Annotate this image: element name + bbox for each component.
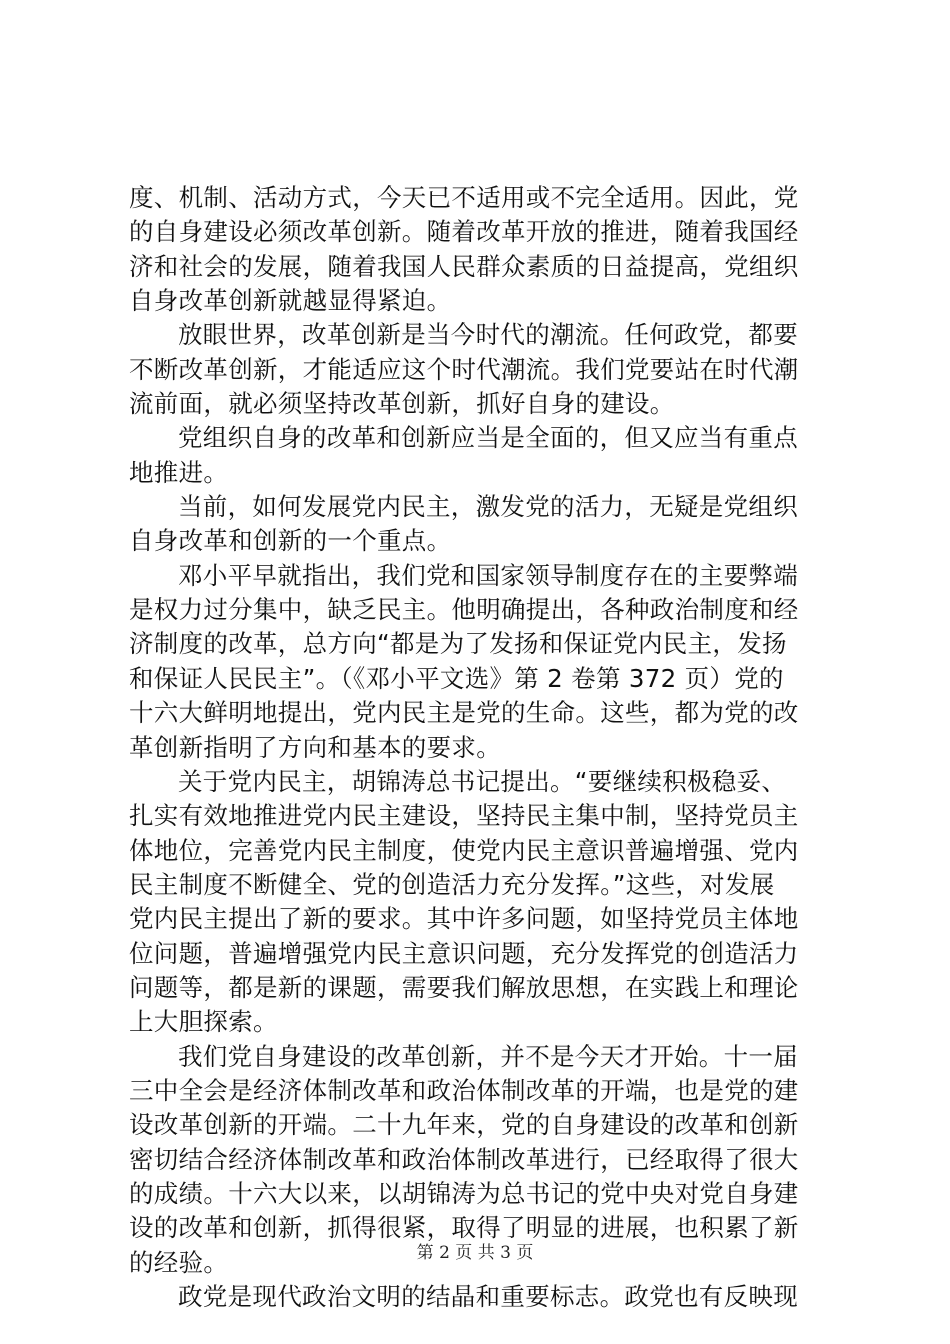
text-line: 自身改革和创新的一个重点。 — [129, 526, 452, 556]
text-line: 度、机制、活动方式，今天已不适用或不完全适用。因此，党 — [129, 183, 799, 212]
text-line: 革创新指明了方向和基本的要求。 — [129, 732, 501, 762]
text-line: 自身改革创新就越显得紧迫。 — [129, 286, 452, 316]
text-line: 扎实有效地推进党内民主建设，坚持民主集中制，坚持党员主 — [129, 801, 799, 831]
text-line: 密切结合经济体制改革和政治体制改革进行，已经取得了很大 — [129, 1144, 799, 1174]
text-line: 关于党内民主，胡锦涛总书记提出。“要继续积极稳妥、 — [178, 766, 787, 796]
text-line: 体地位，完善党内民主制度，使党内民主意识普遍增强、党内 — [129, 835, 799, 865]
text-line: 三中全会是经济体制改革和政治体制改革的开端，也是党的建 — [129, 1075, 799, 1105]
text-line: 的自身建设必须改革创新。随着改革开放的推进，随着我国经 — [129, 217, 799, 247]
text-line: 不断改革创新，才能适应这个时代潮流。我们党要站在时代潮 — [129, 354, 799, 384]
text-line: 问题等，都是新的课题，需要我们解放思想，在实践上和理论 — [129, 972, 799, 1002]
text-line: 流前面，就必须坚持改革创新，抓好自身的建设。 — [129, 389, 675, 419]
text-line: 民主制度不断健全、党的创造活力充分发挥。”这些，对发展 — [129, 869, 775, 899]
text-line: 的成绩。十六大以来，以胡锦涛为总书记的党中央对党自身建 — [129, 1178, 799, 1208]
text-line: 十六大鲜明地提出，党内民主是党的生命。这些，都为党的改 — [129, 698, 799, 728]
text-line: 地推进。 — [129, 457, 229, 487]
text-line: 位问题，普遍增强党内民主意识问题，充分发挥党的创造活力 — [129, 938, 799, 968]
text-line: 党内民主提出了新的要求。其中许多问题，如坚持党员主体地 — [129, 904, 799, 934]
document-body — [129, 181, 829, 1314]
text-line: 和保证人民民主”。（《邓小平文选》第 2 卷第 372 页）党的 — [129, 663, 784, 693]
text-line: 政党是现代政治文明的结晶和重要标志。政党也有反映现 — [178, 1282, 798, 1311]
text-line: 设改革创新的开端。二十九年来，党的自身建设的改革和创新 — [129, 1110, 799, 1140]
text-line: 我们党自身建设的改革创新，并不是今天才开始。十一届 — [178, 1041, 798, 1071]
text-line: 当前，如何发展党内民主，激发党的活力，无疑是党组织 — [178, 492, 798, 522]
page-footer: 第 2 页 共 3 页 — [416, 1243, 534, 1263]
text-line: 设的改革和创新，抓得很紧，取得了明显的进展，也积累了新 — [129, 1213, 799, 1243]
text-line: 上大胆探索。 — [129, 1007, 278, 1037]
text-line: 济和社会的发展，随着我国人民群众素质的日益提高，党组织 — [129, 251, 799, 281]
text-line: 邓小平早就指出，我们党和国家领导制度存在的主要弊端 — [178, 560, 798, 590]
text-line: 的经验。 — [129, 1247, 229, 1277]
text-line: 党组织自身的改革和创新应当是全面的，但又应当有重点 — [178, 423, 798, 453]
text-line: 放眼世界，改革创新是当今时代的潮流。任何政党，都要 — [178, 320, 798, 350]
text-line: 济制度的改革，总方向“都是为了发扬和保证党内民主，发扬 — [129, 629, 787, 659]
text-line: 是权力过分集中，缺乏民主。他明确提出，各种政治制度和经 — [129, 595, 799, 625]
